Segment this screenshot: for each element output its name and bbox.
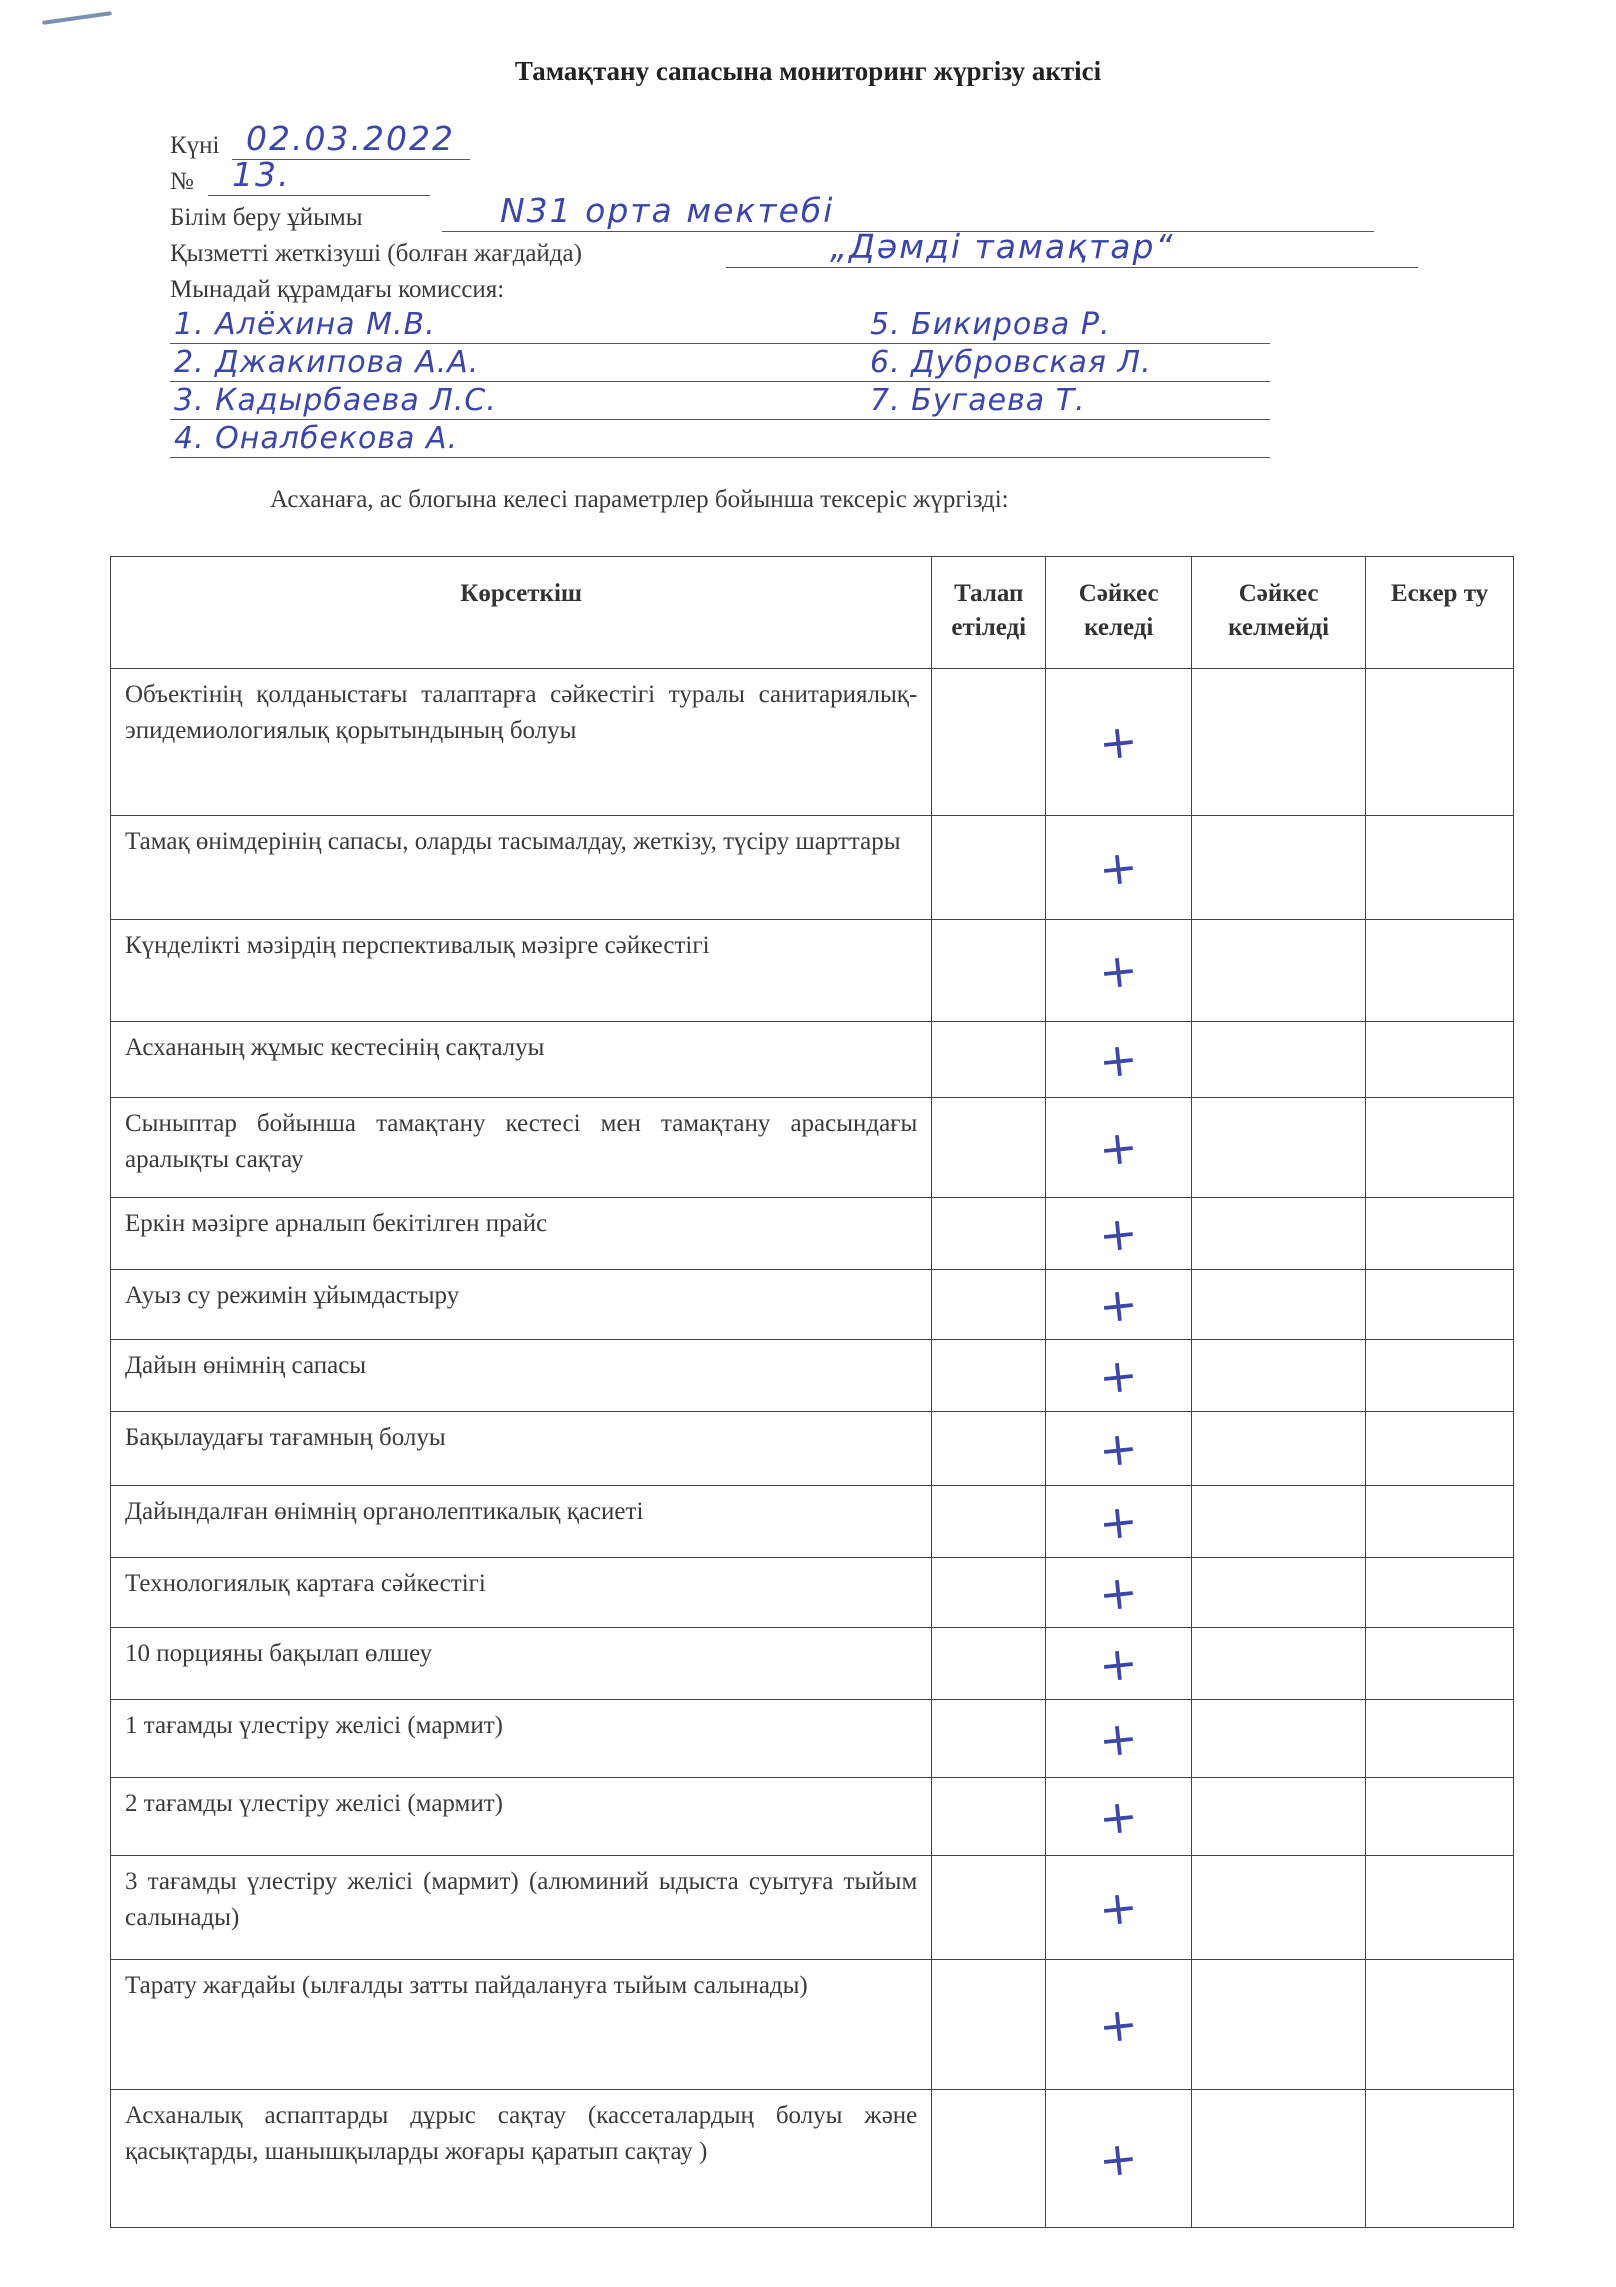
header-required: Талап етіледі [932,557,1046,669]
commission-label: Мынадай құрамдағы комиссия: [170,276,505,303]
plus-mark: + [1096,1492,1141,1551]
complies-cell [1046,2090,1192,2228]
indicator-cell: Асхананың жұмыс кестесінің сақталуы [111,1022,932,1098]
commission-member: 6. Дубровская Л. [870,345,1152,380]
date-line [170,119,1430,164]
organization-value: N31 орта мектебі [500,191,835,230]
required-cell [932,1960,1046,2090]
table-row [111,1022,1514,1098]
indicator-cell: Тарату жағдайы (ылғалды затты пайдалануға тыйым салынады) [111,1960,932,2090]
date-label: Күні [170,132,220,159]
not-complies-cell [1192,816,1366,920]
note-cell [1366,1628,1514,1700]
indicator-cell: Сыныптар бойынша тамақтану кестесі мен тамақтану арасындағы аралықты сақтау [111,1098,932,1198]
plus-mark: + [1096,1878,1141,1937]
indicator-cell: Еркін мәзірге арналып бекітілген прайс [111,1198,932,1270]
not-complies-cell [1192,1856,1366,1960]
supplier-label: Қызметті жеткізуші (болған жағдайда) [170,240,582,267]
complies-cell [1046,920,1192,1022]
indicator-cell: Дайын өнімнің сапасы [111,1340,932,1412]
header-not-complies: Сәйкес келмейді [1192,557,1366,669]
table-row [111,1412,1514,1486]
number-value: 13. [232,155,291,194]
plus-mark: + [1096,1030,1141,1089]
table-row [111,1340,1514,1412]
note-cell [1366,1022,1514,1098]
plus-mark: + [1096,1634,1141,1693]
table-row [111,1628,1514,1700]
required-cell [932,1700,1046,1778]
table-row [111,1778,1514,1856]
plus-mark: + [1096,941,1141,1000]
required-cell [932,1628,1046,1700]
note-cell [1366,1778,1514,1856]
note-cell [1366,1486,1514,1558]
required-cell [932,2090,1046,2228]
complies-cell [1046,816,1192,920]
complies-cell [1046,1700,1192,1778]
note-cell [1366,1700,1514,1778]
complies-cell [1046,1270,1192,1340]
plus-mark: + [1096,838,1141,897]
plus-mark: + [1096,1346,1141,1405]
organization-label: Білім беру ұйымы [170,204,363,231]
indicator-cell: Технологиялық картаға сәйкестігі [111,1558,932,1628]
note-cell [1366,1098,1514,1198]
inspection-table [110,556,1514,2228]
indicator-cell: Дайындалған өнімнің органолептикалық қасиеті [111,1486,932,1558]
document-title: Тамақтану сапасына мониторинг жүргізу актісі [514,56,1102,86]
date-value: 02.03.2022 [246,119,455,158]
complies-cell [1046,1098,1192,1198]
commission-member: 7. Бугаева Т. [870,383,1086,418]
required-cell [932,1022,1046,1098]
required-cell [932,920,1046,1022]
required-cell [932,1558,1046,1628]
table-row [111,1558,1514,1628]
supplier-value: „Дәмді тамақтар“ [830,227,1175,266]
table-row [111,1960,1514,2090]
note-cell [1366,2090,1514,2228]
table-row [111,1270,1514,1340]
not-complies-cell [1192,1960,1366,2090]
commission-members [170,308,1430,460]
plus-mark: + [1096,1118,1141,1177]
table-row [111,1700,1514,1778]
indicator-cell: Объектінің қолданыстағы талаптарға сәйкестігі туралы санитариялық-эпидемиологиялық қорытындының болуы [111,669,932,816]
required-cell [932,1198,1046,1270]
supplier-line [170,227,1430,272]
indicator-cell: 10 порцияны бақылап өлшеу [111,1628,932,1700]
number-label: № [170,168,194,195]
note-cell [1366,1960,1514,2090]
not-complies-cell [1192,1628,1366,1700]
table-row [111,1198,1514,1270]
complies-cell [1046,1198,1192,1270]
table-row [111,1856,1514,1960]
commission-member: 5. Бикирова Р. [870,307,1111,342]
indicator-cell: Күнделікті мәзірдің перспективалық мәзірге сәйкестігі [111,920,932,1022]
indicator-cell: 3 тағамды үлестіру желісі (мармит) (алюминий ыдыста суытуға тыйым салынады) [111,1856,932,1960]
required-cell [932,1856,1046,1960]
commission-line [170,272,1430,308]
not-complies-cell [1192,669,1366,816]
indicator-cell: Ауыз су режимін ұйымдастыру [111,1270,932,1340]
not-complies-cell [1192,920,1366,1022]
header-indicator: Көрсеткіш [111,557,932,669]
note-cell [1366,1270,1514,1340]
plus-mark: + [1096,1787,1141,1846]
indicator-cell: Бақылаудағы тағамның болуы [111,1412,932,1486]
header-complies: Сәйкес келеді [1046,557,1192,669]
indicator-cell: 2 тағамды үлестіру желісі (мармит) [111,1778,932,1856]
complies-cell [1046,1412,1192,1486]
not-complies-cell [1192,1412,1366,1486]
table-row [111,816,1514,920]
required-cell [932,1486,1046,1558]
indicator-cell: Асханалық аспаптарды дұрыс сақтау (кассеталардың болуы және қасықтарды, шанышқыларды жоғары қаратып сақтау ) [111,2090,932,2228]
required-cell [932,1412,1046,1486]
table-row [111,2090,1514,2228]
note-cell [1366,1198,1514,1270]
complies-cell [1046,1022,1192,1098]
not-complies-cell [1192,1340,1366,1412]
required-cell [932,1340,1046,1412]
commission-member: 1. Алёхина М.В. [174,307,436,342]
not-complies-cell [1192,1022,1366,1098]
not-complies-cell [1192,1486,1366,1558]
note-cell [1366,669,1514,816]
table-row [111,669,1514,816]
table-header-row [111,557,1514,669]
complies-cell [1046,1960,1192,2090]
complies-cell [1046,1856,1192,1960]
not-complies-cell [1192,2090,1366,2228]
not-complies-cell [1192,1198,1366,1270]
indicator-cell: Тамақ өнімдерінің сапасы, оларды тасымалдау, жеткізу, түсіру шарттары [111,816,932,920]
not-complies-cell [1192,1778,1366,1856]
plus-mark: + [1096,1275,1141,1334]
table-row [111,1098,1514,1198]
note-cell [1366,1340,1514,1412]
note-cell [1366,1412,1514,1486]
act-header [170,119,1430,460]
complies-cell [1046,1486,1192,1558]
complies-cell [1046,1340,1192,1412]
organization-line [170,191,1430,236]
commission-member: 2. Джакипова А.А. [174,345,480,380]
required-cell [932,1270,1046,1340]
not-complies-cell [1192,1098,1366,1198]
plus-mark: + [1096,1563,1141,1622]
complies-cell [1046,1628,1192,1700]
required-cell [932,669,1046,816]
complies-cell [1046,1558,1192,1628]
complies-cell [1046,1778,1192,1856]
plus-mark: + [1096,1709,1141,1768]
indicator-cell: 1 тағамды үлестіру желісі (мармит) [111,1700,932,1778]
table-row [111,920,1514,1022]
plus-mark: + [1096,1419,1141,1478]
note-cell [1366,1558,1514,1628]
required-cell [932,1098,1046,1198]
header-note: Ескер ту [1366,557,1514,669]
required-cell [932,1778,1046,1856]
note-cell [1366,1856,1514,1960]
intro-text: Асханаға, ас блогына келесі параметрлер бойынша тексеріс жүргізді: [270,486,1009,513]
plus-mark: + [1096,1204,1141,1263]
plus-mark: + [1096,713,1141,771]
note-cell [1366,920,1514,1022]
commission-member: 4. Оналбекова А. [174,421,459,456]
commission-member: 3. Кадырбаева Л.С. [174,383,497,418]
plus-mark: + [1096,1995,1141,2054]
not-complies-cell [1192,1700,1366,1778]
note-cell [1366,816,1514,920]
not-complies-cell [1192,1270,1366,1340]
not-complies-cell [1192,1558,1366,1628]
scan-mark [42,11,112,25]
plus-mark: + [1096,2129,1141,2188]
required-cell [932,816,1046,920]
complies-cell [1046,669,1192,816]
table-row [111,1486,1514,1558]
